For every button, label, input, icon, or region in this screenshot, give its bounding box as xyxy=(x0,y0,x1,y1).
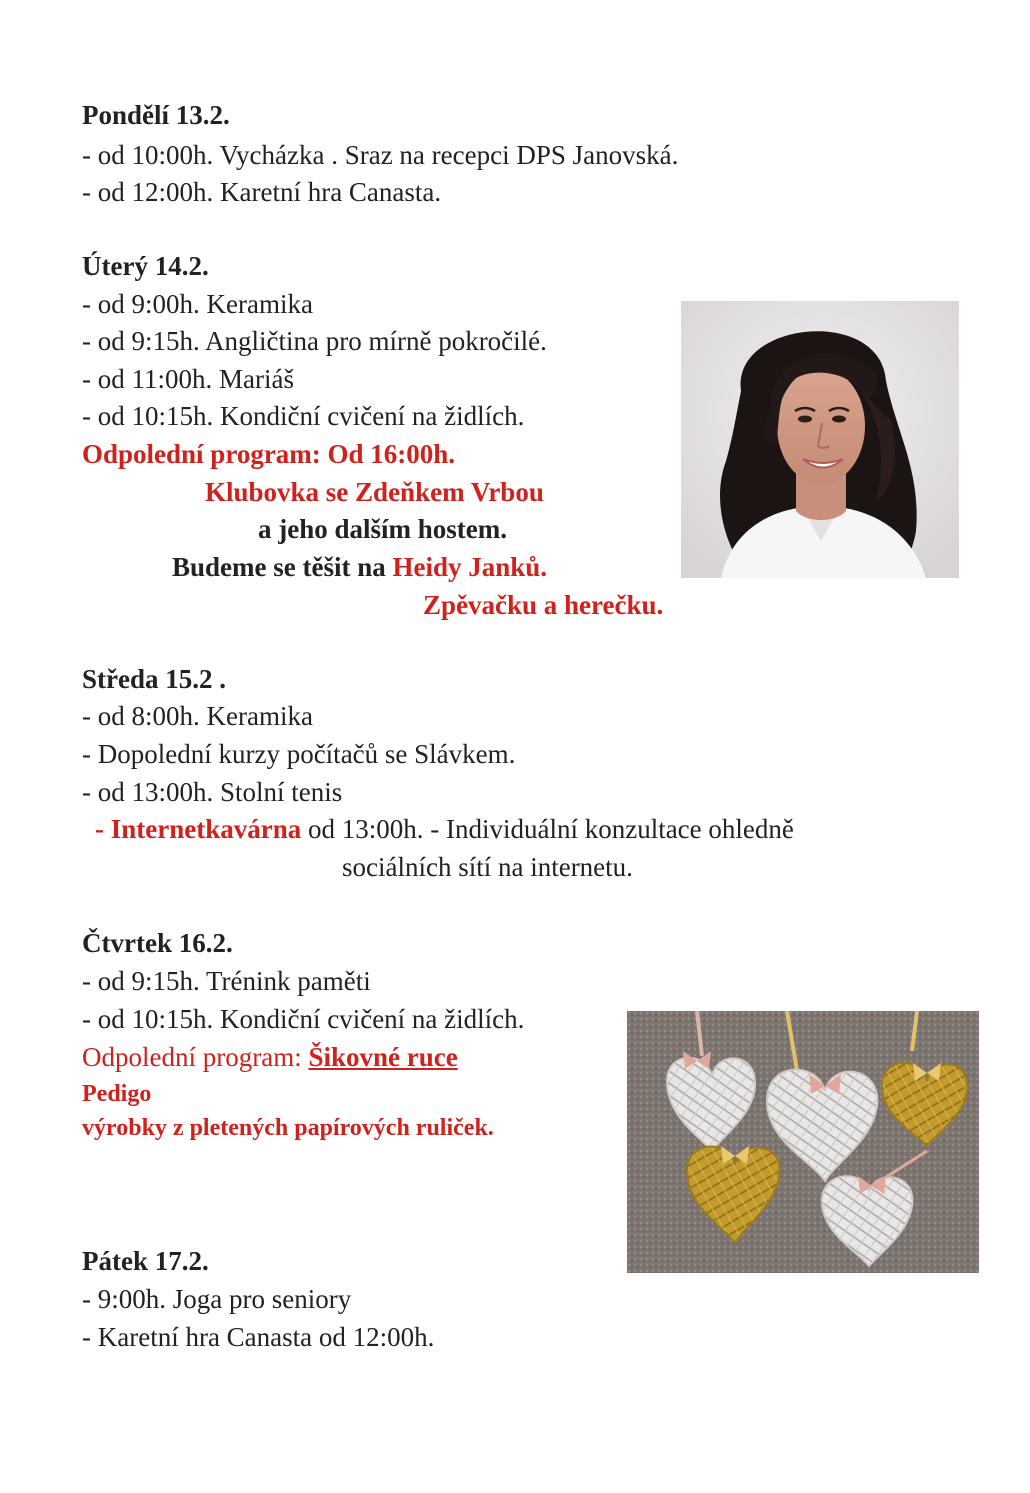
tuesday-item-2: - od 9:15h. Angličtina pro mírně pokročilé. xyxy=(82,326,547,356)
monday-item-1: - od 10:00h. Vycházka . Sraz na recepci DPS Janovská. xyxy=(82,140,679,170)
tuesday-item-4: - od 10:15h. Kondiční cvičení na židlích. xyxy=(82,401,525,431)
thursday-afternoon-title: Šikovné ruce xyxy=(308,1042,458,1072)
wednesday-heading: Středa 15.2 . xyxy=(82,664,226,694)
monday-item-2: - od 12:00h. Karetní hra Canasta. xyxy=(82,177,442,207)
thursday-heading: Čtvrtek 16.2. xyxy=(82,928,233,958)
guest-portrait-photo xyxy=(681,301,959,578)
monday-heading: Pondělí 13.2. xyxy=(82,100,230,130)
friday-item-2: - Karetní hra Canasta od 12:00h. xyxy=(82,1322,435,1352)
wednesday-internet-cafe-line2: sociálních sítí na internetu. xyxy=(342,852,633,882)
wednesday-internet-cafe xyxy=(95,812,794,846)
thursday-afternoon-program xyxy=(82,1040,458,1074)
tuesday-item-3: - od 11:00h. Mariáš xyxy=(82,364,294,394)
pedigo-hearts-photo xyxy=(627,1011,979,1273)
internet-cafe-details: od 13:00h. - Individuální konzultace ohledně xyxy=(301,814,794,844)
thursday-pedigo: Pedigo xyxy=(82,1081,152,1107)
thursday-item-2: - od 10:15h. Kondiční cvičení na židlích. xyxy=(82,1004,525,1034)
thursday-products: výrobky z pletených papírových ruliček. xyxy=(82,1115,494,1141)
friday-heading: Pátek 17.2. xyxy=(82,1246,209,1276)
thursday-item-1: - od 9:15h. Trénink paměti xyxy=(82,966,371,996)
thursday-afternoon-label: Odpolední program: xyxy=(82,1042,309,1072)
wednesday-item-1: - od 8:00h. Keramika xyxy=(82,701,313,731)
tuesday-looking-forward xyxy=(172,550,547,584)
tuesday-item-1: - od 9:00h. Keramika xyxy=(82,289,313,319)
tuesday-guest-line: a jeho dalším hostem. xyxy=(258,514,507,544)
looking-forward-text: Budeme se těšit na xyxy=(172,552,393,582)
tuesday-heading: Úterý 14.2. xyxy=(82,251,209,281)
tuesday-afternoon-program: Odpolední program: Od 16:00h. xyxy=(82,439,456,469)
guest-name: Heidy Janků. xyxy=(392,552,548,582)
wednesday-item-3: - od 13:00h. Stolní tenis xyxy=(82,777,343,807)
friday-item-1: - 9:00h. Joga pro seniory xyxy=(82,1284,352,1314)
internet-cafe-label: - Internetkavárna xyxy=(95,814,302,844)
wednesday-item-2: - Dopolední kurzy počítačů se Slávkem. xyxy=(82,739,516,769)
tuesday-club-title: Klubovka se Zdeňkem Vrbou xyxy=(205,477,544,507)
tuesday-guest-role: Zpěvačku a herečku. xyxy=(423,590,664,620)
